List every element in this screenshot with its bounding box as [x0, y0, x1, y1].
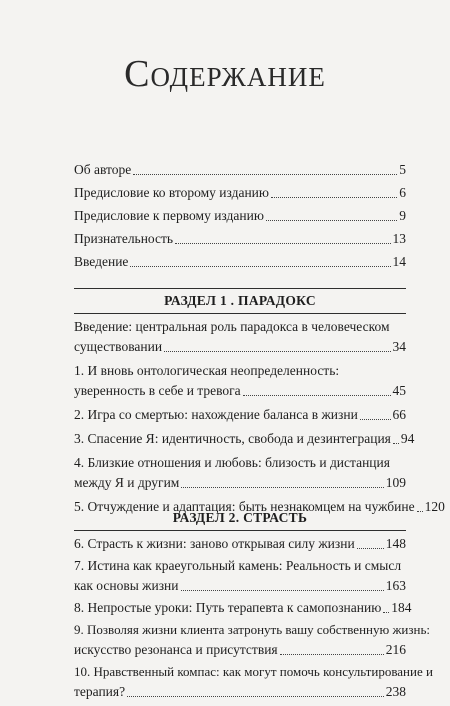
- page-number: 34: [392, 339, 406, 354]
- entry-title-line2: искусство резонанса и присутствия: [74, 642, 278, 657]
- leader-dots: [271, 197, 397, 198]
- toc-entry[interactable]: [74, 183, 406, 203]
- section-1: [74, 288, 445, 517]
- toc-entry[interactable]: [74, 206, 406, 226]
- entry-title-line1: 10. Нравственный компас: как могут помочь консультирование и: [74, 664, 433, 679]
- section-rule: [74, 288, 406, 289]
- page-number: 94: [400, 431, 415, 446]
- page-number: 120: [424, 499, 445, 514]
- entry-title-line1: 7. Истина как краеугольный камень: Реальность и смысл: [74, 558, 402, 573]
- leader-dots: [266, 220, 397, 221]
- page-number: 238: [385, 684, 406, 699]
- page-number: 5: [399, 162, 406, 177]
- leader-dots: [175, 243, 390, 244]
- leader-dots: [360, 419, 391, 420]
- page-number: 13: [392, 231, 406, 246]
- entry-title: Предисловие ко второму изданию: [74, 185, 269, 200]
- entry-title: Признательность: [74, 231, 174, 246]
- page-number: 148: [385, 536, 406, 551]
- leader-dots: [181, 590, 384, 591]
- entry-title-line2: как основы жизни: [74, 578, 179, 593]
- toc-entry[interactable]: [74, 429, 415, 449]
- page-number: 14: [392, 254, 406, 269]
- section-rule: [74, 313, 406, 314]
- toc-entry[interactable]: [74, 453, 406, 493]
- section-2: [74, 508, 433, 702]
- entry-title: 5. Отчуждение и адаптация: быть незнакомцем на чужбине: [74, 499, 415, 514]
- entry-title-line2: уверенность в себе и тревога: [74, 383, 241, 398]
- entry-title-line2: существовании: [74, 339, 163, 354]
- toc-entry[interactable]: [74, 252, 406, 272]
- toc-entry[interactable]: [74, 160, 406, 180]
- entry-title: 6. Страсть к жизни: заново открывая силу жизни: [74, 536, 355, 551]
- page-number: 109: [385, 475, 406, 490]
- leader-dots: [164, 351, 390, 352]
- front-matter-list: [74, 160, 406, 272]
- section-heading: РАЗДЕЛ 1 . ПАРАДОКС: [164, 293, 316, 308]
- entry-title: 2. Игра со смертью: нахождение баланса в жизни: [74, 407, 358, 422]
- entry-title-line2: терапия?: [74, 684, 126, 699]
- leader-dots: [417, 511, 423, 512]
- toc-entry[interactable]: [74, 620, 431, 660]
- entry-title-line1: 1. И вновь онтологическая неопределенность:: [74, 363, 340, 378]
- section-heading: РАЗДЕЛ 2. СТРАСТЬ: [172, 510, 308, 525]
- leader-dots: [280, 654, 384, 655]
- entry-title-line1: 9. Позволяя жизни клиента затронуть вашу собственную жизнь:: [74, 622, 431, 637]
- page-number: 184: [391, 600, 412, 615]
- entry-title: Введение: [74, 254, 129, 269]
- entry-title-line2: между Я и другим: [74, 475, 180, 490]
- leader-dots: [243, 395, 391, 396]
- toc-entry[interactable]: [74, 361, 406, 401]
- page-number: 9: [399, 208, 406, 223]
- toc-entry[interactable]: [74, 405, 406, 425]
- leader-dots: [357, 548, 384, 549]
- toc-entry[interactable]: [74, 534, 406, 554]
- page-number: 6: [399, 185, 406, 200]
- page-number: 45: [392, 383, 406, 398]
- entry-title: 8. Непростые уроки: Путь терапевта к самопознанию: [74, 600, 382, 615]
- leader-dots: [181, 487, 383, 488]
- toc-entry[interactable]: [74, 317, 406, 357]
- leader-dots: [383, 612, 389, 613]
- toc-entry[interactable]: [74, 229, 406, 249]
- section-rule: [74, 530, 406, 531]
- leader-dots: [393, 443, 399, 444]
- toc-entry[interactable]: [74, 556, 406, 596]
- leader-dots: [130, 266, 390, 267]
- page-title: Содержание: [124, 53, 326, 95]
- entry-title-line1: Введение: центральная роль парадокса в человеческом: [74, 319, 390, 334]
- toc-entry[interactable]: [74, 662, 433, 702]
- leader-dots: [127, 696, 384, 697]
- toc-entry[interactable]: [74, 598, 412, 618]
- entry-title-line1: 4. Близкие отношения и любовь: близость и дистанция: [74, 455, 390, 470]
- page-number: 216: [385, 642, 406, 657]
- entry-title: 3. Спасение Я: идентичность, свобода и дезинтеграция: [74, 431, 391, 446]
- entry-title: Об авторе: [74, 162, 132, 177]
- page-number: 163: [385, 578, 406, 593]
- leader-dots: [133, 174, 397, 175]
- page-number: 66: [392, 407, 406, 422]
- entry-title: Предисловие к первому изданию: [74, 208, 264, 223]
